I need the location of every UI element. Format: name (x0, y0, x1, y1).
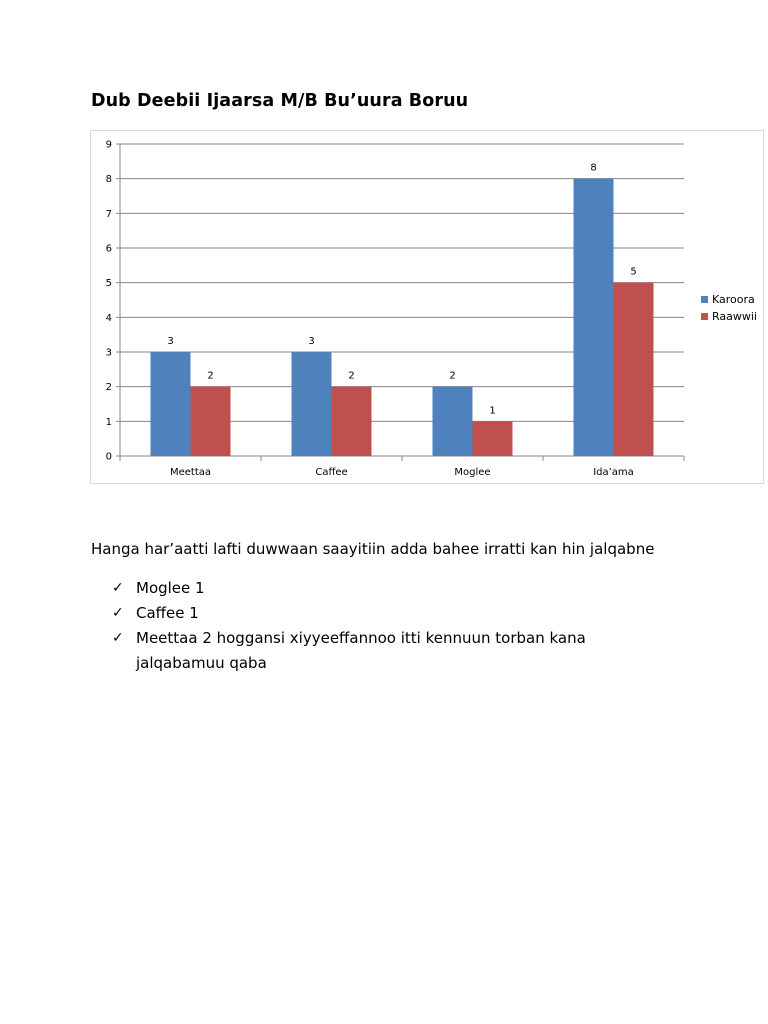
data-label: 8 (590, 162, 597, 174)
data-label: 2 (348, 370, 355, 382)
y-tick-label: 7 (105, 208, 112, 220)
y-tick-label: 5 (105, 278, 112, 290)
checklist-item (112, 601, 672, 626)
y-tick-label: 3 (105, 347, 112, 359)
legend-swatch-karoora (701, 296, 708, 303)
bar-karoora (433, 387, 473, 456)
legend-item-karoora (701, 291, 757, 308)
checklist (112, 576, 672, 676)
data-label: 3 (167, 336, 174, 347)
y-tick-label: 6 (105, 243, 112, 255)
y-tick-label: 9 (105, 139, 112, 151)
legend-label-raawwii: Raawwii (712, 310, 757, 323)
bar-karoora (151, 352, 191, 456)
data-label: 5 (630, 266, 637, 278)
chart-legend (701, 291, 757, 325)
checklist-item-text: Caffee 1 (136, 604, 199, 622)
legend-swatch-raawwii (701, 313, 708, 320)
data-label: 1 (489, 405, 496, 417)
y-tick-label: 2 (105, 382, 112, 394)
data-label: 2 (207, 370, 214, 382)
y-tick-label: 4 (105, 312, 112, 324)
bar-karoora (292, 352, 332, 456)
checkmark-icon: ✓ (112, 580, 124, 596)
body-paragraph: Hanga har’aatti lafti duwwaan saayitiin adda bahee irratti kan hin jalqabne (91, 540, 655, 558)
x-tick-label: Meettaa (169, 467, 212, 478)
bar-raawwii (191, 387, 231, 456)
bar-karoora (574, 179, 614, 456)
page-title: Dub Deebii Ijaarsa M/B Bu’uura Boruu (91, 91, 469, 111)
legend-label-karoora: Karoora (712, 293, 755, 306)
bar-chart (90, 130, 764, 484)
checklist-item (112, 576, 672, 601)
bar-raawwii (614, 283, 654, 456)
checkmark-icon: ✓ (112, 630, 124, 646)
legend-item-raawwii (701, 308, 757, 325)
y-tick-label: 8 (105, 174, 112, 186)
bar-raawwii (473, 421, 513, 456)
checklist-item-text: Moglee 1 (136, 579, 205, 597)
checklist-item (112, 626, 672, 676)
checklist-item-text: Meettaa 2 hoggansi xiyyeeffannoo itti kennuun torban kana jalqabamuu qaba (136, 629, 586, 672)
data-label: 3 (308, 336, 315, 347)
x-tick-label: Ida’ama (593, 467, 634, 478)
x-tick-label: Caffee (315, 467, 348, 478)
bar-raawwii (332, 387, 372, 456)
y-tick-label: 1 (105, 416, 112, 428)
checkmark-icon: ✓ (112, 605, 124, 621)
chart-canvas (91, 131, 763, 483)
data-label: 2 (449, 370, 456, 382)
x-tick-label: Moglee (454, 467, 491, 478)
y-tick-label: 0 (105, 451, 112, 463)
